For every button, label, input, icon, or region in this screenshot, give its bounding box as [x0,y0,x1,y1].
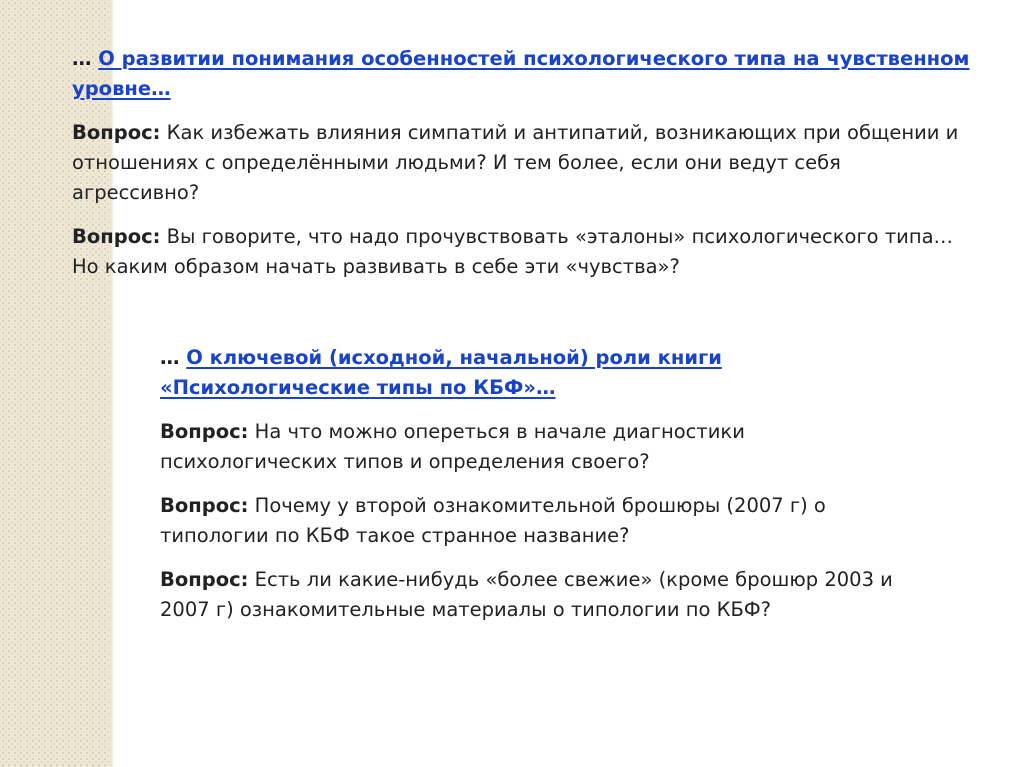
question-item [72,118,972,208]
question-item [160,491,920,551]
question-label: Вопрос: [72,121,161,144]
topic-prefix: … [72,47,92,70]
question-text: Вы говорите, что надо прочувствовать «эталоны» психологического типа… Но каким образом начать развивать в себе эти «чувства»? [72,225,954,278]
topic-heading-1 [72,44,972,104]
question-item [160,565,920,625]
topic-link-book-role[interactable]: О ключевой (исходной, начальной) роли книги «Психологические типы по КБФ»… [160,346,722,399]
question-item [160,417,920,477]
topic-prefix: … [160,346,180,369]
question-label: Вопрос: [160,494,249,517]
question-label: Вопрос: [160,420,249,443]
question-text: Как избежать влияния симпатий и антипатий, возникающих при общении и отношениях с определёнными людьми? И тем более, если они ведут себя агрессивно? [72,121,959,204]
topic-heading-2 [160,343,920,403]
question-label: Вопрос: [72,225,161,248]
question-label: Вопрос: [160,568,249,591]
question-item [72,222,972,282]
topic-link-psych-type-sensory[interactable]: О развитии понимания особенностей психологического типа на чувственном уровне… [72,47,970,100]
faq-section-2 [160,343,920,639]
question-text: Есть ли какие-нибудь «более свежие» (кроме брошюр 2003 и 2007 г) ознакомительные материалы о типологии по КБФ? [160,568,893,621]
question-text: Почему у второй ознакомительной брошюры (2007 г) о типологии по КБФ такое странное название? [160,494,826,547]
faq-section-1 [72,44,972,296]
question-text: На что можно опереться в начале диагностики психологических типов и определения своего? [160,420,745,473]
